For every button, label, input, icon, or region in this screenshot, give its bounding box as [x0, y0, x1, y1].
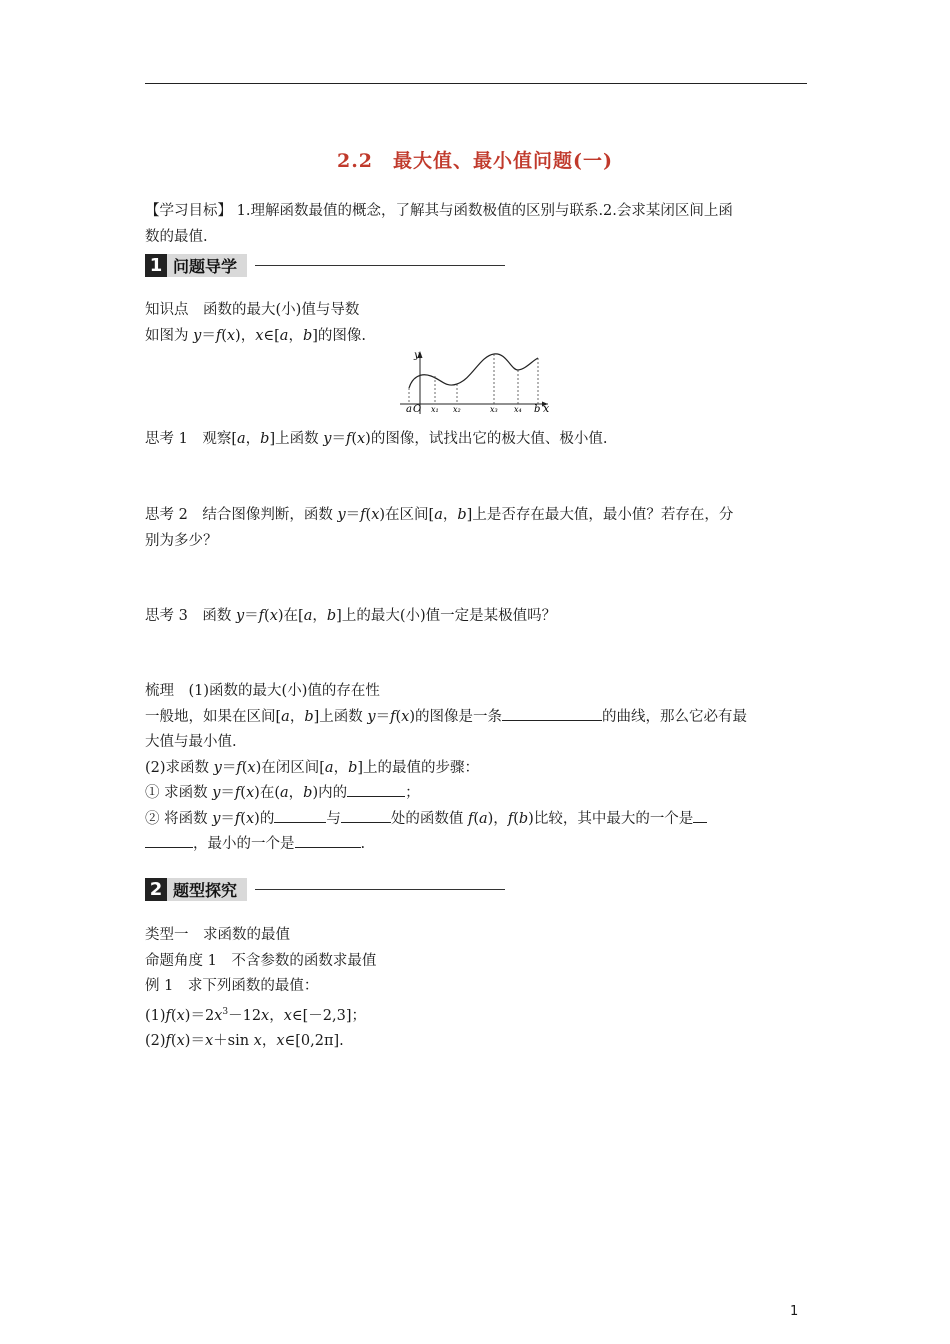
- header-rule: [145, 83, 807, 84]
- fill-blank[interactable]: [274, 808, 326, 823]
- axis-y-label: y: [414, 350, 420, 361]
- goals-text-2: 数的最值.: [145, 228, 208, 245]
- fill-blank[interactable]: [341, 808, 391, 823]
- think-1: 思考 1 观察[a，b]上函数 y＝f(x)的图像，试找出它的极大值、极小值.: [145, 431, 608, 447]
- fill-blank[interactable]: [502, 706, 602, 721]
- knowledge-block: [145, 298, 810, 349]
- section-number: 1: [145, 254, 167, 277]
- summary-line-4: ① 求函数 y＝f(x)在(a，b)内的 ；: [145, 781, 810, 807]
- page-number: 1: [790, 1304, 799, 1319]
- example-block: [145, 923, 810, 1054]
- summary-line-3: (2)求函数 y＝f(x)在闭区间[a，b]上的最值的步骤：: [145, 759, 480, 776]
- example-item-2: (2)f(x)＝x＋sin x，x∈[0,2π].: [145, 1032, 344, 1049]
- type-heading: 类型一 求函数的最值: [145, 927, 290, 943]
- section-label: 问题导学: [167, 254, 247, 277]
- angle-heading: 命题角度 1 不含参数的函数求最值: [145, 952, 377, 969]
- summary-title: 梳理 (1)函数的最大(小)值的存在性: [145, 683, 380, 699]
- example-heading: 例 1 求下列函数的最值：: [145, 978, 319, 994]
- section-number: 2: [145, 878, 167, 901]
- axis-x-label: x: [543, 402, 550, 415]
- summary-block: [145, 679, 810, 858]
- fill-blank[interactable]: [693, 808, 707, 823]
- goals-label: 【学习目标】: [145, 203, 232, 219]
- function-curve: [409, 354, 538, 388]
- knowledge-title: 知识点 函数的最大(小)值与导数: [145, 302, 360, 318]
- function-graph-figure: [398, 348, 558, 418]
- summary-line-6: ，最小的一个是 .: [145, 832, 810, 858]
- fill-blank[interactable]: [347, 782, 405, 797]
- fill-blank[interactable]: [295, 833, 361, 848]
- summary-line-1: 一般地，如果在区间[a，b]上函数 y＝f(x)的图像是一条 的曲线，那么它必有最: [145, 705, 810, 731]
- label-b: b: [534, 404, 541, 415]
- section-label: 题型探究: [167, 878, 247, 901]
- label-a: a: [406, 404, 412, 415]
- section-badge-1: [145, 254, 505, 277]
- think-3: 思考 3 函数 y＝f(x)在[a，b]上的最大(小)值一定是某极值吗？: [145, 608, 557, 624]
- section-rule: [255, 265, 505, 266]
- label-x3: x₃: [490, 405, 498, 414]
- page-title: 2.2 最大值、最小值问题(一): [336, 150, 614, 172]
- section-rule: [255, 889, 505, 890]
- label-origin: O: [413, 404, 422, 415]
- goals-text: 1.理解函数最值的概念，了解其与函数极值的区别与联系.2.会求某闭区间上函: [236, 203, 733, 219]
- summary-line-2: 大值与最小值.: [145, 734, 237, 750]
- label-x2: x₂: [453, 405, 461, 414]
- figure-intro: 如图为 y＝f(x)，x∈[a，b]的图像.: [145, 327, 367, 344]
- label-x4: x₄: [514, 405, 522, 414]
- example-item-1: $(1)f(x)=2x^3-12x$，x∈[－2,3]；: [145, 1006, 367, 1024]
- label-x1: x₁: [431, 405, 439, 414]
- fill-blank[interactable]: [145, 833, 193, 848]
- summary-line-5: ② 将函数 y＝f(x)的 与 处的函数值 f(a)，f(b)比较，其中最大的一个是: [145, 807, 810, 833]
- section-badge-2: [145, 878, 505, 901]
- learning-goals: [145, 199, 810, 250]
- think-2: 思考 2 结合图像判断，函数 y＝f(x)在区间[a，b]上是否存在最大值，最小值？若存在，分 别为多少？: [145, 507, 734, 549]
